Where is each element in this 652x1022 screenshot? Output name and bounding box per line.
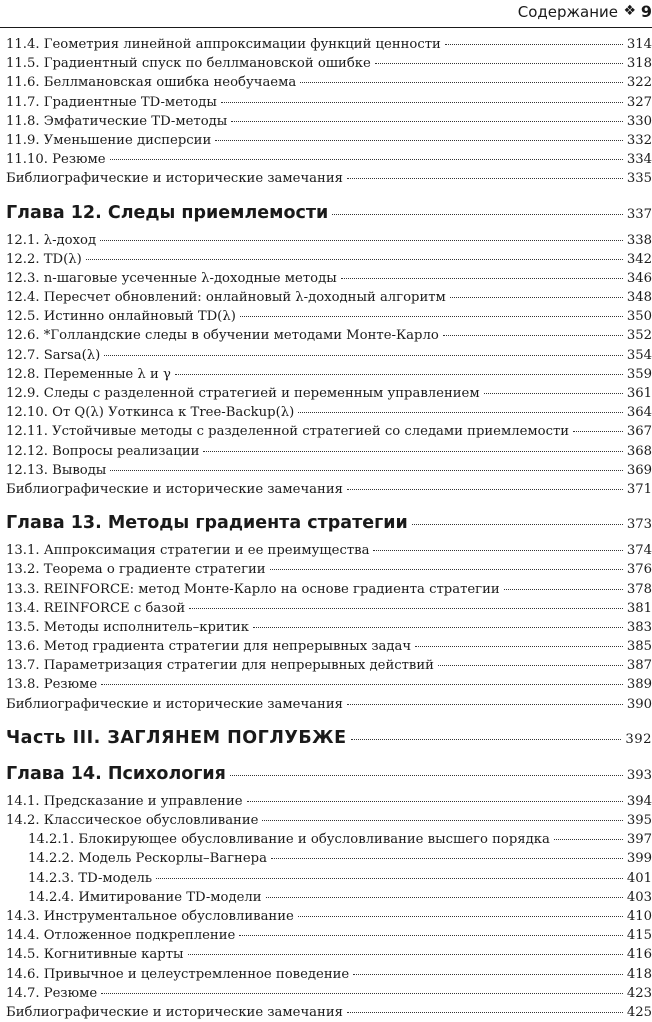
toc-entry[interactable] [6,288,652,307]
toc-entry-page: 403 [626,889,652,905]
toc-chapter[interactable] [6,201,652,225]
dot-leader [240,316,623,317]
toc-entry-title: 11.4. Геометрия линейной аппроксимации функций ценности [6,37,441,52]
dot-leader [247,801,623,802]
toc-entry[interactable] [6,830,652,849]
toc-entry-page: 346 [626,270,652,286]
toc-entry-page: 364 [626,405,652,421]
toc-entry-title: 14.6. Привычное и целеустремленное поведение [6,966,350,982]
toc-entry-title: Глава 12. Следы приемлемости [6,202,329,223]
toc-entry-title: 14.5. Когнитивные карты [6,947,184,963]
toc-entry-page: 373 [626,517,652,533]
toc-entry[interactable] [6,365,652,384]
toc-entry-page: 381 [626,600,652,616]
toc-entry[interactable] [6,73,652,92]
toc-entry-page: 423 [626,985,652,1001]
toc-entry-page: 327 [626,94,652,110]
dot-leader [270,569,623,570]
dot-leader [189,608,623,609]
toc-entry-title: 13.1. Аппроксимация стратегии и ее преимущества [6,543,370,559]
dot-leader [504,589,623,590]
dot-leader [438,665,623,666]
toc-entry-page: 335 [626,171,652,187]
toc-entry-title: 14.2.3. TD-модель [28,870,153,886]
toc-entry-page: 338 [626,232,652,248]
toc-entry[interactable] [6,403,652,422]
dot-leader [443,335,623,336]
toc-entry-page: 397 [626,832,652,848]
dot-leader [351,739,622,740]
toc-entry-title: 11.7. Градиентные TD-методы [6,94,217,110]
toc-entry-title: 12.6. *Голландские следы в обучении методами Монте-Карло [6,328,439,344]
dot-leader [239,935,623,936]
dot-leader [221,102,623,103]
toc-entry-title: 13.4. REINFORCE с базой [6,600,186,616]
toc-entry-title: Библиографические и исторические замечания [6,171,343,187]
toc-entry-title: 12.9. Следы с разделенной стратегией и переменным управлением [6,386,480,401]
dot-leader [266,897,623,898]
toc-entry-title: 13.7. Параметризация стратегии для непрерывных действий [6,658,434,674]
toc-entry-page: 389 [626,677,652,693]
toc-entry[interactable] [6,618,652,637]
dot-leader [188,954,623,955]
dot-leader [215,140,623,141]
toc-entry-page: 371 [626,481,652,497]
toc-entry-page: 416 [626,947,652,963]
dot-leader [347,489,623,490]
toc-entry-page: 394 [626,793,652,809]
table-of-contents [6,35,652,1022]
toc-entry[interactable] [6,442,652,461]
toc-entry-title: 12.11. Устойчивые методы с разделенной стратегией со следами приемлемости [6,424,570,440]
toc-entry[interactable] [6,849,652,868]
dot-leader [101,993,623,994]
toc-entry-page: 332 [626,132,652,148]
toc-entry[interactable] [6,307,652,326]
dot-leader [101,684,623,685]
toc-entry-page: 401 [626,870,652,886]
dot-leader [110,470,623,471]
toc-entry-title: 12.8. Переменные λ и γ [6,366,171,382]
toc-entry-title: 11.6. Беллмановская ошибка необучаема [6,75,297,91]
toc-entry-title: 14.2.1. Блокирующее обусловливание и обусловливание высшего порядка [28,832,550,848]
toc-entry-title: Библиографические и исторические замечания [6,481,343,497]
toc-entry[interactable] [6,965,652,984]
toc-entry[interactable] [6,461,652,480]
toc-entry[interactable] [6,422,652,441]
dot-leader [332,214,623,215]
toc-entry-title: 13.8. Резюме [6,677,98,693]
toc-entry-title: 11.10. Резюме [6,152,106,168]
toc-entry-title: 14.1. Предсказание и управление [6,793,243,809]
toc-entry[interactable] [6,93,652,112]
dot-leader [100,240,623,241]
toc-entry-page: 369 [626,462,652,478]
toc-entry[interactable] [6,560,652,579]
dot-leader [104,355,623,356]
toc-entry[interactable] [6,35,652,54]
toc-entry-title: 12.7. Sarsa(λ) [6,347,101,363]
toc-entry[interactable] [6,926,652,945]
toc-entry[interactable] [6,541,652,560]
toc-entry[interactable] [6,54,652,73]
dot-leader [341,278,623,279]
toc-entry-page: 367 [626,424,652,440]
toc-part[interactable] [6,726,652,750]
toc-entry-page: 390 [626,696,652,712]
toc-entry-page: 337 [626,206,652,222]
dot-leader [110,159,623,160]
toc-chapter[interactable] [6,511,652,535]
dot-leader [300,82,623,83]
toc-entry-page: 378 [626,581,652,597]
toc-entry[interactable] [6,811,652,830]
toc-entry[interactable] [6,907,652,926]
toc-entry[interactable] [6,888,652,907]
dot-leader [156,878,623,879]
toc-entry-title: Библиографические и исторические замечания [6,1004,343,1020]
toc-entry-page: 350 [626,309,652,325]
toc-entry-title: Часть III. ЗАГЛЯНЕМ ПОГЛУБЖЕ [6,727,347,748]
toc-entry-page: 392 [625,731,652,747]
dot-leader [450,297,623,298]
toc-entry-page: 425 [626,1004,652,1020]
dot-leader [298,916,623,917]
toc-entry[interactable] [6,346,652,365]
dot-leader [298,412,623,413]
toc-entry-title: 12.4. Пересчет обновлений: онлайновый λ-доходный алгоритм [6,290,446,306]
dot-leader [412,524,623,525]
toc-entry[interactable] [6,580,652,599]
dot-leader [353,974,623,975]
dot-leader [484,393,623,394]
toc-entry-page: 415 [626,928,652,944]
toc-entry-title: 13.5. Методы исполнитель–критик [6,619,250,635]
dot-leader [573,431,623,432]
toc-entry-page: 348 [626,290,652,306]
toc-entry-title: 12.13. Выводы [6,462,107,478]
toc-entry[interactable] [6,112,652,131]
toc-entry[interactable] [6,656,652,675]
toc-entry[interactable] [6,695,652,714]
toc-chapter[interactable] [6,762,652,786]
toc-entry-title: 11.5. Градиентный спуск по беллмановской ошибке [6,56,371,72]
toc-entry-title: 14.2.2. Модель Рескорлы–Вагнера [28,851,267,867]
toc-entry[interactable] [6,231,652,250]
ornament-icon: ❖ [623,3,636,19]
dot-leader [253,627,623,628]
dot-leader [86,259,623,260]
header-rule [0,27,652,28]
toc-entry-page: 342 [626,251,652,267]
toc-entry-title: 12.12. Вопросы реализации [6,443,200,459]
toc-entry-title: 14.4. Отложенное подкрепление [6,928,236,944]
toc-entry-page: 322 [626,75,652,91]
dot-leader [373,550,622,551]
toc-entry[interactable] [6,675,652,694]
toc-entry-title: 12.5. Истинно онлайновый TD(λ) [6,309,236,325]
toc-entry-title: 11.8. Эмфатические TD-методы [6,113,228,129]
dot-leader [203,451,622,452]
dot-leader [375,63,623,64]
toc-entry-title: 12.10. От Q(λ) Уоткинса к Tree-Backup(λ) [6,405,295,421]
toc-entry-title: 14.2. Классическое обусловливание [6,813,259,828]
toc-entry-page: 376 [626,562,652,578]
dot-leader [230,775,623,776]
dot-leader [262,820,622,821]
toc-entry-page: 374 [626,543,652,559]
toc-entry-page: 393 [626,767,652,783]
toc-entry-title: 12.2. TD(λ) [6,251,82,267]
toc-entry-page: 352 [626,328,652,344]
toc-entry-page: 314 [626,37,652,52]
dot-leader [231,121,623,122]
toc-entry-page: 395 [626,813,652,828]
dot-leader [271,858,623,859]
toc-entry[interactable] [6,599,652,618]
toc-entry-page: 361 [626,386,652,401]
toc-entry-page: 387 [626,658,652,674]
toc-entry-title: Библиографические и исторические замечания [6,696,343,712]
toc-entry-page: 368 [626,443,652,459]
toc-entry[interactable] [6,250,652,269]
toc-entry[interactable] [6,637,652,656]
toc-entry-title: 14.7. Резюме [6,985,98,1001]
toc-entry-title: 14.3. Инструментальное обусловливание [6,908,294,924]
toc-entry-title: Глава 13. Методы градиента стратегии [6,513,408,534]
dot-leader [347,704,623,705]
dot-leader [415,646,623,647]
dot-leader [445,44,623,45]
dot-leader [347,1012,623,1013]
toc-entry-page: 383 [626,619,652,635]
toc-entry-page: 385 [626,639,652,655]
dot-leader [347,178,623,179]
toc-entry-page: 354 [626,347,652,363]
toc-entry-title: 14.2.4. Имитирование TD-модели [28,889,262,905]
toc-entry-title: 13.6. Метод градиента стратегии для непрерывных задач [6,639,412,655]
toc-entry-page: 359 [626,366,652,382]
running-header [0,0,652,28]
toc-entry[interactable] [6,1003,652,1022]
toc-entry-page: 318 [626,56,652,72]
toc-entry-page: 418 [626,966,652,982]
toc-entry-title: 11.9. Уменьшение дисперсии [6,132,212,148]
toc-entry-page: 334 [626,152,652,168]
toc-entry-title: 12.1. λ-доход [6,232,97,248]
dot-leader [175,374,623,375]
header-page-number: 9 [640,2,652,21]
toc-entry[interactable] [6,869,652,888]
toc-entry[interactable] [6,169,652,188]
toc-entry-title: 13.2. Теорема о градиенте стратегии [6,562,266,578]
toc-entry-title: 12.3. n-шаговые усеченные λ-доходные методы [6,270,337,286]
toc-entry[interactable] [6,131,652,150]
toc-entry-page: 330 [626,113,652,129]
toc-entry[interactable] [6,792,652,811]
dot-leader [554,839,623,840]
header-title: Содержание [517,3,618,21]
toc-entry-page: 399 [626,851,652,867]
toc-entry[interactable] [6,269,652,288]
toc-entry[interactable] [6,326,652,345]
toc-entry[interactable] [6,384,652,403]
toc-entry-page: 410 [626,908,652,924]
toc-entry-title: Глава 14. Психология [6,763,226,784]
toc-entry-title: 13.3. REINFORCE: метод Монте-Карло на основе градиента стратегии [6,581,500,597]
toc-entry[interactable] [6,480,652,499]
toc-entry[interactable] [6,945,652,964]
toc-entry[interactable] [6,150,652,169]
